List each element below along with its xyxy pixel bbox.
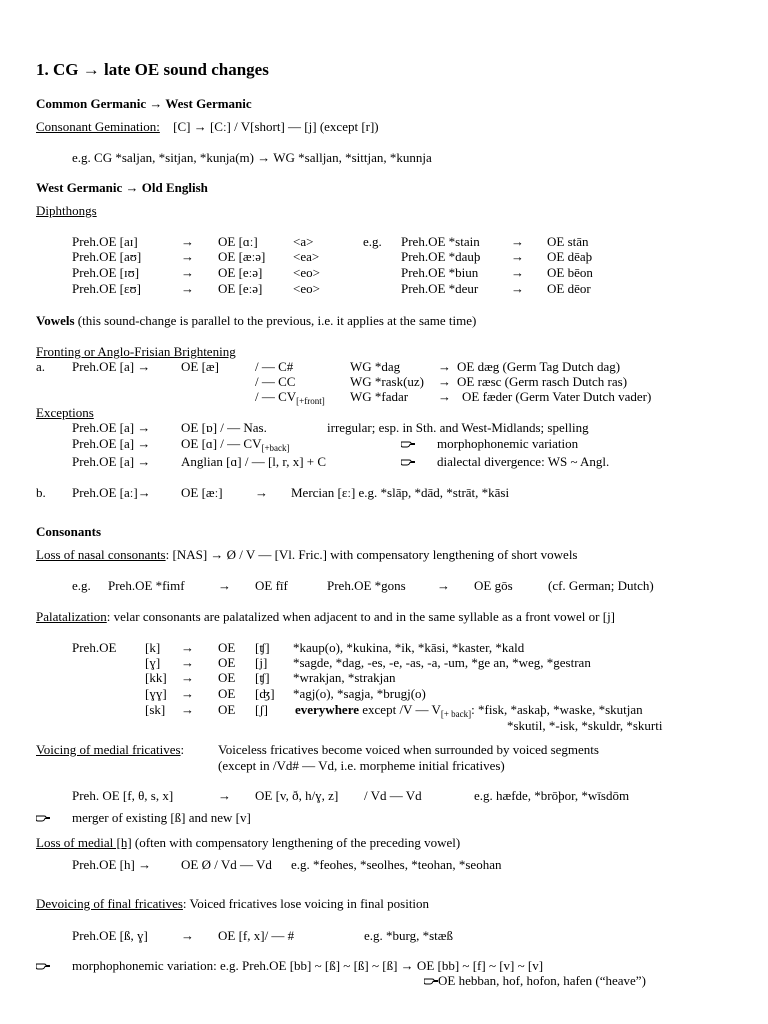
- gemination-example: e.g. CG *saljan, *sitjan, *kunja(m) → WG *salljan, *sittjan, *kunnja: [72, 150, 432, 165]
- exception-target-sub: [+back]: [261, 443, 290, 453]
- palatal-line: [36, 609, 615, 625]
- palatal-result: [j]: [255, 655, 268, 670]
- morphophonemic-line: morphophonemic variation: e.g. Preh.OE [bb] ~ [ß] ~ [ß] ~ [ß] → OE [bb] ~ [f] ~ [v] ~ [v]: [72, 958, 544, 973]
- palatal-source: Preh.OE: [72, 640, 117, 655]
- palatal-except-sub: [+ back]: [440, 709, 472, 719]
- nasal-example-source: Preh.OE *gons: [327, 578, 406, 593]
- loss-h-target: OE Ø / Vd — Vd: [181, 857, 272, 872]
- exception-source: Preh.OE [a] →: [72, 454, 151, 469]
- fronting-env-main: / — CV: [255, 389, 297, 404]
- arrow: →: [181, 281, 194, 296]
- arrow: →: [181, 686, 194, 701]
- diphthong-source: Preh.OE [ɪʊ]: [72, 265, 140, 280]
- fronting-result: OE ræsc (Germ rasch Dutch ras): [457, 374, 628, 389]
- morphophonemic-result: OE hebban, hof, hofon, hafen (“heave”): [438, 973, 646, 988]
- fronting-env: [255, 389, 325, 409]
- gemination-rule: [C] → [Cː] / V[short] — [j] (except [r]): [173, 119, 379, 134]
- nasal-example-source: Preh.OE *fimf: [108, 578, 185, 593]
- arrow: →: [511, 234, 524, 249]
- eg-label: e.g.: [363, 234, 382, 249]
- diphthong-target: OE [eːə]: [218, 265, 263, 280]
- exception-note: morphophonemic variation: [437, 436, 579, 451]
- nasal-rule: : [NAS] → Ø / V — [Vl. Fric.] with compensatory lengthening of short vowels: [165, 547, 578, 562]
- loss-h-source: Preh.OE [h] →: [72, 857, 152, 872]
- palatal-example: *sagde, *dag, -es, -e, -as, -a, -um, *ge an, *weg, *gestran: [293, 655, 591, 670]
- gemination-label: Consonant Gemination:: [36, 119, 160, 134]
- diphthong-spelling: <ea>: [293, 249, 320, 264]
- arrow: →: [255, 485, 268, 500]
- palatal-except-tail: : *fisk, *askaþ, *waske, *skutjan: [471, 702, 643, 717]
- voicing-colon: :: [180, 742, 185, 757]
- oe-label: OE: [218, 670, 236, 685]
- fronting-env: / — C#: [255, 359, 294, 374]
- oe-label: OE: [218, 640, 236, 655]
- example-target: OE dēaþ: [547, 249, 593, 264]
- fronting-label: Fronting or Anglo-Frisian Brightening: [36, 344, 236, 359]
- diphthong-source: Preh.OE [aʊ]: [72, 249, 142, 264]
- fronting-env: / — CC: [255, 374, 296, 389]
- palatal-except: except /V — V: [359, 702, 441, 717]
- voicing-label: Voicing of medial fricatives: [36, 742, 181, 757]
- vowels-note: (this sound-change is parallel to the previous, i.e. it applies at the same time): [74, 313, 477, 328]
- arrow: →: [181, 702, 194, 717]
- arrow: →: [181, 234, 194, 249]
- diphthong-spelling: <eo>: [293, 281, 320, 296]
- voicing-desc: Voiceless fricatives become voiced when surrounded by voiced segments: [218, 742, 599, 757]
- example-target: OE bēon: [547, 265, 593, 280]
- devoicing-desc: : Voiced fricatives lose voicing in final position: [182, 896, 430, 911]
- arrow: →: [511, 281, 524, 296]
- arrow: →: [181, 670, 194, 685]
- pointing-hand-icon: [36, 814, 50, 822]
- nasal-example-target: OE fīf: [255, 578, 288, 593]
- exception-target: OE [ɒ] / — Nas.: [181, 420, 267, 435]
- exception-target: Anglian [ɑ] / — [l, r, x] + C: [181, 454, 327, 469]
- exception-note: dialectal divergence: WS ~ Angl.: [437, 454, 610, 469]
- palatal-example: *agj(o), *sagja, *brugj(o): [293, 686, 426, 701]
- fronting-b-result: Mercian [ɛː] e.g. *slāp, *dād, *strāt, *kāsi: [291, 485, 510, 500]
- exception-target: [181, 436, 290, 456]
- section-heading-wg-oe: West Germanic → Old English: [36, 180, 208, 195]
- oe-label: OE: [218, 655, 236, 670]
- diphthong-source: Preh.OE [aɪ]: [72, 234, 138, 249]
- palatal-result: [ʤ]: [255, 686, 275, 701]
- fronting-example: WG *fadar: [350, 389, 409, 404]
- voicing-desc-exception: (except in /Vd# — Vd, i.e. morpheme initial fricatives): [218, 758, 505, 773]
- devoicing-target: OE [f, x]/ — #: [218, 928, 295, 943]
- vowels-label: Vowels: [36, 313, 75, 328]
- loss-h-label: Loss of medial [h]: [36, 835, 132, 850]
- oe-label: OE: [218, 702, 236, 717]
- fronting-target: OE [æ]: [181, 359, 219, 374]
- nasal-example-note: (cf. German; Dutch): [548, 578, 654, 593]
- arrow: →: [181, 640, 194, 655]
- palatal-result: [ʃ]: [255, 702, 268, 717]
- arrow: →: [437, 578, 450, 593]
- oe-label: OE: [218, 686, 236, 701]
- palatal-result: [ʧ]: [255, 640, 270, 655]
- arrow: →: [181, 265, 194, 280]
- pointing-hand-icon: [36, 962, 50, 970]
- palatal-desc: : velar consonants are palatalized when adjacent to and in the same syllable as a front vowel or [j]: [106, 609, 616, 624]
- fronting-example: WG *dag: [350, 359, 401, 374]
- arrow: →: [218, 788, 231, 803]
- arrow: →: [511, 249, 524, 264]
- diphthong-spelling: <a>: [293, 234, 314, 249]
- exception-note: irregular; esp. in Sth. and West-Midlands; spelling: [327, 420, 589, 435]
- palatal-example: *wrakjan, *strakjan: [293, 670, 396, 685]
- exception-source: Preh.OE [a] →: [72, 436, 151, 451]
- palatal-label: Palatalization: [36, 609, 107, 624]
- fronting-b-source: Preh.OE [aː]→: [72, 485, 151, 500]
- palatal-segment: [k]: [145, 640, 161, 655]
- nasal-label: Loss of nasal consonants: [36, 547, 166, 562]
- arrow: →: [438, 389, 451, 404]
- palatal-everywhere: everywhere: [295, 702, 360, 717]
- diphthong-source: Preh.OE [ɛʊ]: [72, 281, 141, 296]
- list-marker-b: b.: [36, 485, 46, 500]
- voicing-env: / Vd — Vd: [364, 788, 422, 803]
- diphthong-target: OE [ɑː]: [218, 234, 258, 249]
- example-source: Preh.OE *stain: [401, 234, 480, 249]
- consonants-heading: Consonants: [36, 524, 102, 539]
- arrow: →: [218, 578, 231, 593]
- page-title: 1. CG → late OE sound changes: [36, 60, 269, 79]
- arrow: →: [181, 249, 194, 264]
- pointing-hand-icon: [401, 458, 415, 466]
- diphthong-spelling: <eo>: [293, 265, 320, 280]
- gemination-rule-line: [36, 119, 379, 135]
- diphthongs-label: Diphthongs: [36, 203, 97, 218]
- eg-label: e.g.: [72, 578, 91, 593]
- nasal-example-target: OE gōs: [474, 578, 513, 593]
- example-target: OE dēor: [547, 281, 591, 296]
- example-source: Preh.OE *biun: [401, 265, 479, 280]
- devoicing-example: e.g. *burg, *stæß: [364, 928, 453, 943]
- example-source: Preh.OE *deur: [401, 281, 479, 296]
- diphthong-target: OE [æːə]: [218, 249, 266, 264]
- example-source: Preh.OE *dauþ: [401, 249, 481, 264]
- devoicing-label: Devoicing of final fricatives: [36, 896, 183, 911]
- fronting-source: Preh.OE [a] →: [72, 359, 151, 374]
- palatal-result: [ʧ]: [255, 670, 270, 685]
- voicing-example: e.g. hæfde, *brōþor, *wīsdōm: [474, 788, 630, 803]
- fronting-result: OE dæg (Germ Tag Dutch dag): [457, 359, 621, 374]
- pointing-hand-icon: [401, 440, 415, 448]
- exceptions-label: Exceptions: [36, 405, 94, 420]
- devoicing-source: Preh.OE [ß, ɣ]: [72, 928, 148, 943]
- palatal-segment: [sk]: [145, 702, 166, 717]
- palatal-segment: [ɣɣ]: [145, 686, 167, 701]
- voicing-target: OE [v, ð, h/ɣ, z]: [255, 788, 339, 803]
- devoicing-line: [36, 896, 429, 912]
- pointing-hand-icon: [424, 977, 438, 985]
- section-heading-cg-wg: Common Germanic → West Germanic: [36, 96, 252, 111]
- loss-h-example: e.g. *feohes, *seolhes, *teohan, *seohan: [291, 857, 502, 872]
- palatal-segment: [kk]: [145, 670, 167, 685]
- voicing-line: [36, 742, 184, 758]
- fronting-env-sub: [+front]: [296, 396, 325, 406]
- exception-target-main: OE [ɑ] / — CV: [181, 436, 262, 451]
- nasal-line: [36, 547, 578, 563]
- arrow: →: [511, 265, 524, 280]
- voicing-merger: merger of existing [ß] and new [v]: [72, 810, 251, 825]
- fronting-b-target: OE [æː]: [181, 485, 223, 500]
- loss-h-desc: (often with compensatory lengthening of the preceding vowel): [131, 835, 461, 850]
- arrow: →: [181, 928, 194, 943]
- palatal-segment: [ɣ]: [145, 655, 161, 670]
- vowels-line: [36, 313, 476, 329]
- fronting-example: WG *rask(uz): [350, 374, 424, 389]
- arrow: →: [438, 359, 451, 374]
- voicing-source: Preh. OE [f, θ, s, x]: [72, 788, 174, 803]
- arrow: →: [181, 655, 194, 670]
- loss-h-line: [36, 835, 460, 851]
- palatal-example: *kaup(o), *kukina, *ik, *kāsi, *kaster, *kald: [293, 640, 525, 655]
- fronting-result: OE fæder (Germ Vater Dutch vader): [462, 389, 652, 404]
- exception-source: Preh.OE [a] →: [72, 420, 151, 435]
- palatal-continuation: *skutil, *-isk, *skuldr, *skurti: [507, 718, 663, 733]
- example-target: OE stān: [547, 234, 589, 249]
- list-marker-a: a.: [36, 359, 46, 374]
- diphthong-target: OE [eːə]: [218, 281, 263, 296]
- arrow: →: [438, 374, 451, 389]
